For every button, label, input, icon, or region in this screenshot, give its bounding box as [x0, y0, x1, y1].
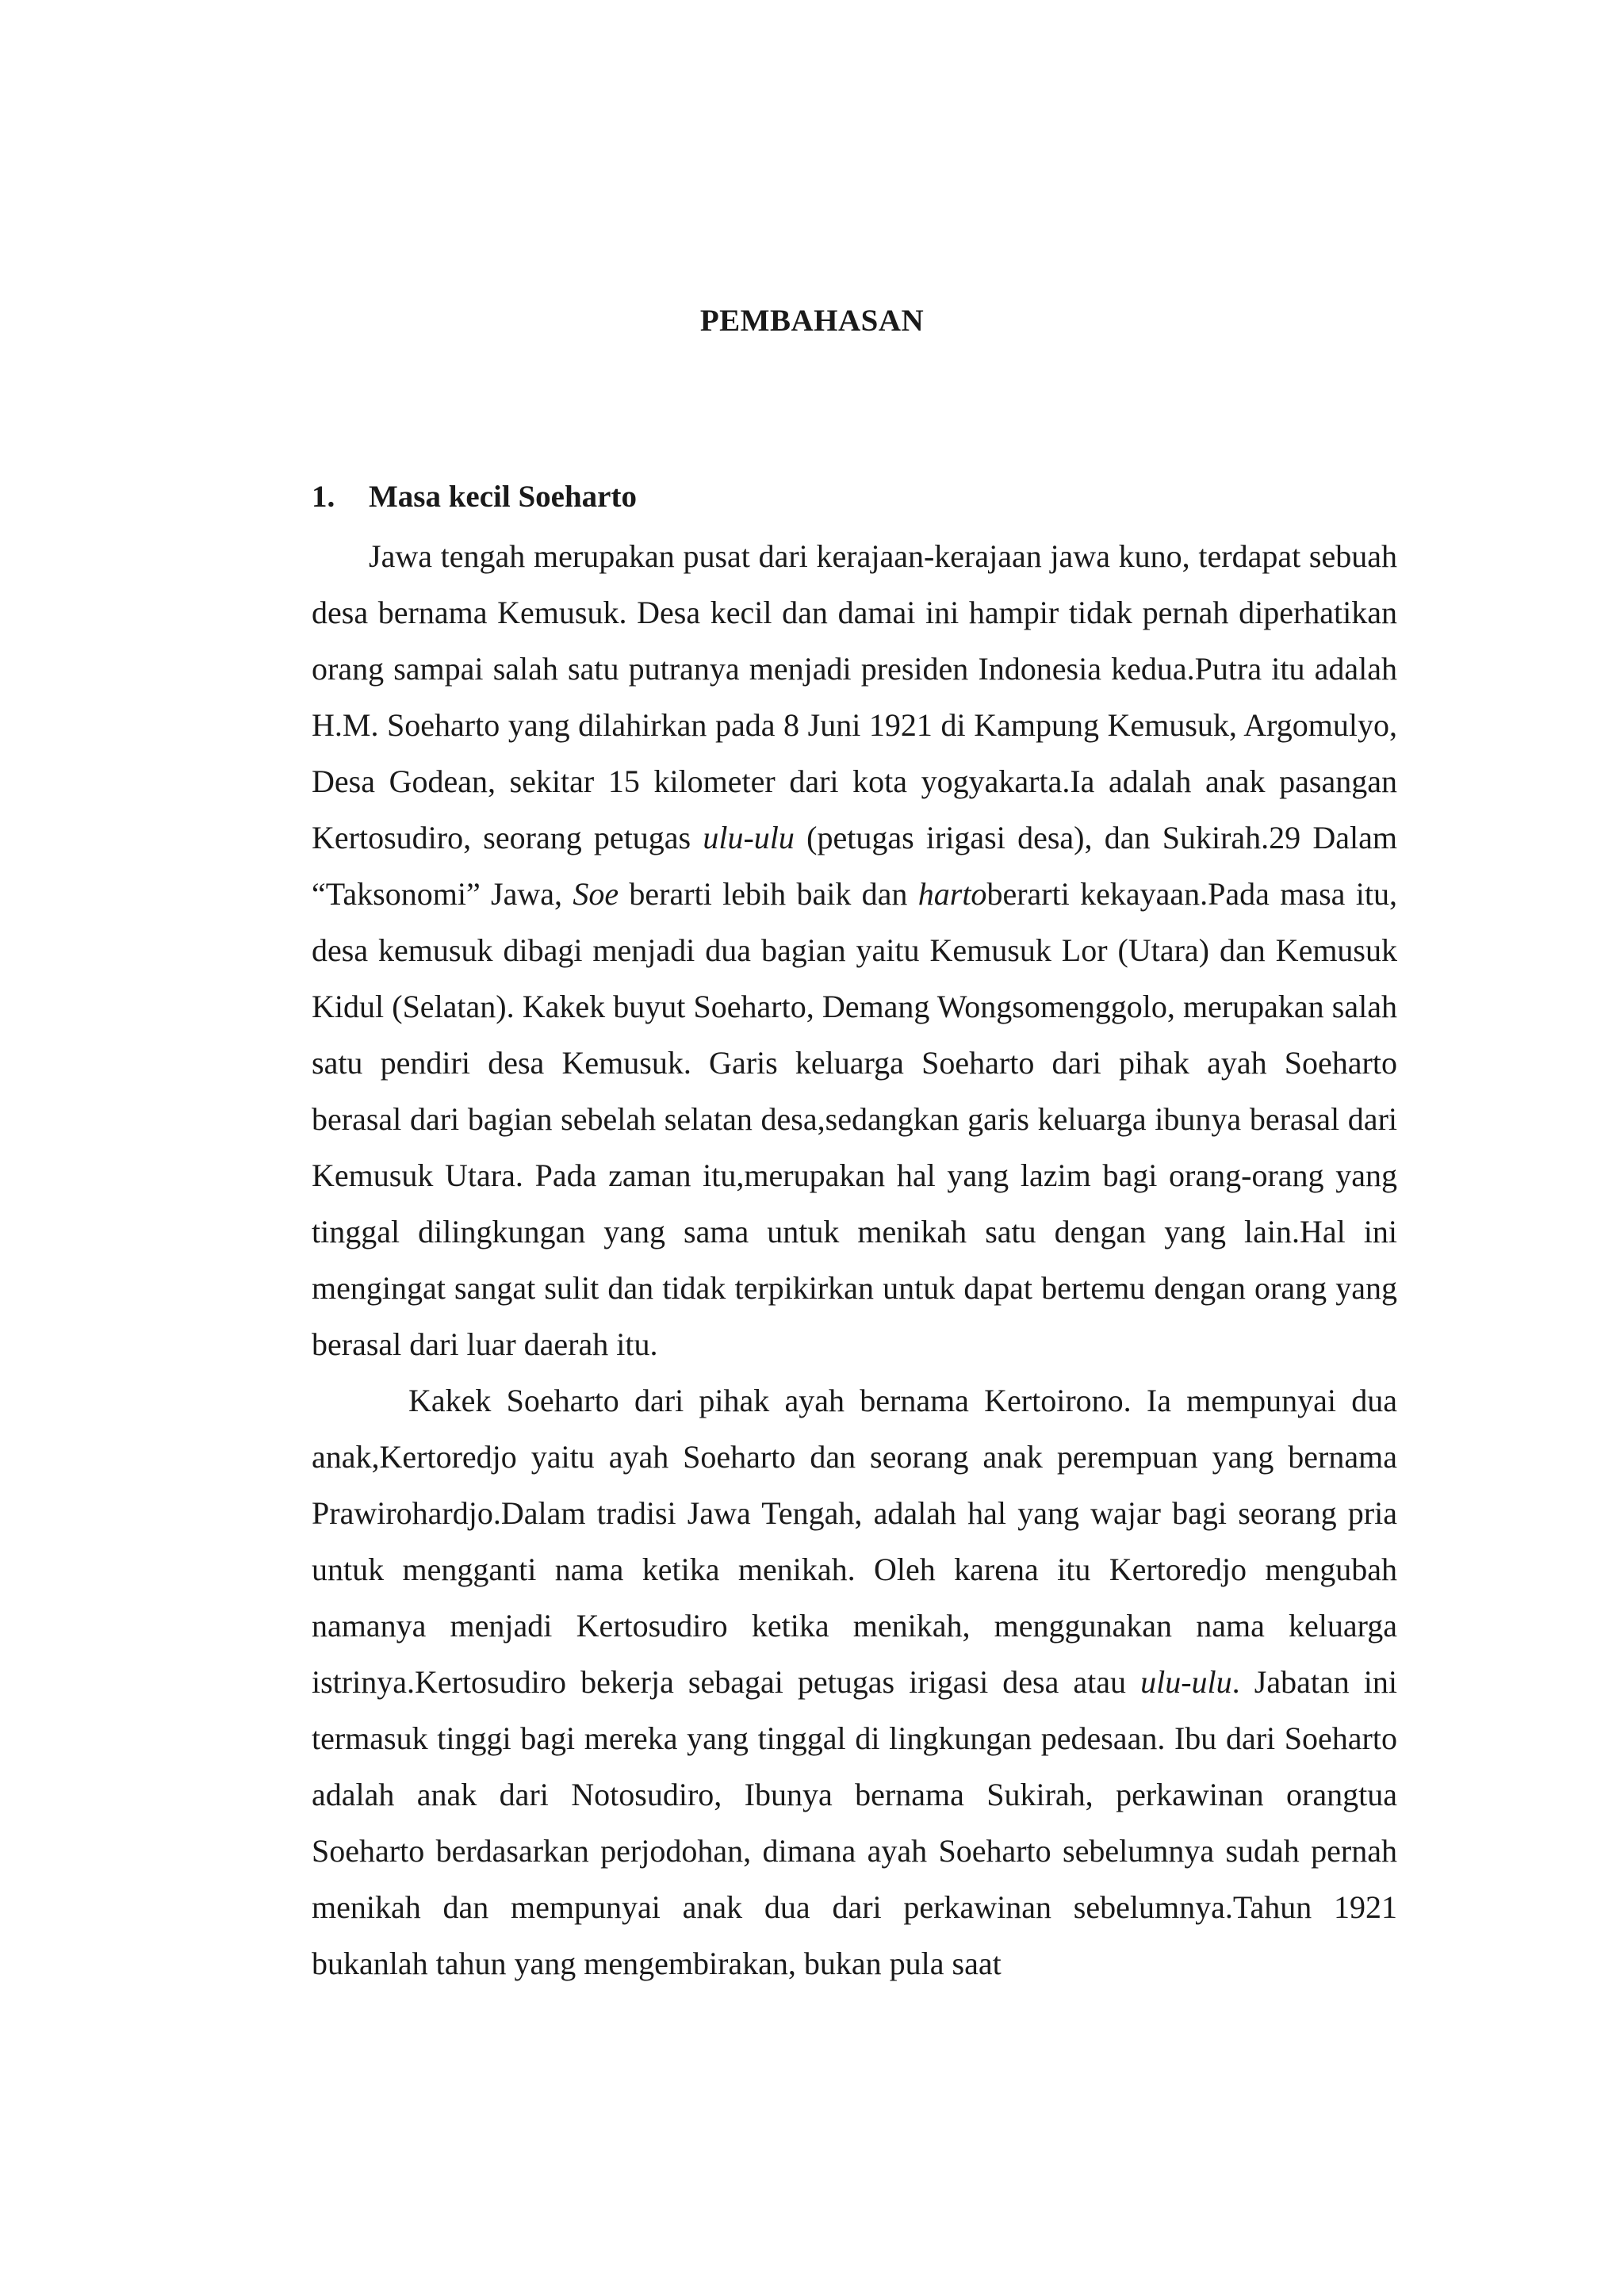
italic-term: ulu-ulu [703, 820, 795, 855]
text-run: . Jabatan ini termasuk tinggi bagi mereka yang tinggal di lingkungan pedesaan. Ibu dari Soeharto adalah anak dari Notosudiro, Ibunya bernama Sukirah, perkawinan orangtua Soeharto berdasarkan perjodohan, dimana ayah Soeharto sebelumnya sudah pernah menikah dan mempunyai anak dua dari perkawinan sebelumnya.Tahun 1921 bukanlah tahun yang mengembirakan, bukan pula saat [312, 1664, 1397, 1981]
italic-term: harto [917, 876, 987, 912]
section-number: 1. [312, 480, 335, 514]
text-run: Kakek Soeharto dari pihak ayah bernama Kertoirono. Ia mempunyai dua anak,Kertoredjo yaitu ayah Soeharto dan seorang anak perempuan yang bernama Prawirohardjo.Dalam tradisi Jawa Tengah, adalah hal yang wajar bagi seorang pria untuk mengganti nama ketika menikah. Oleh karena itu Kertoredjo mengubah namanya menjadi Kertosudiro ketika menikah, menggunakan nama keluarga istrinya.Kertosudiro bekerja sebagai petugas irigasi desa atau [312, 1383, 1397, 1700]
section-heading-text: Masa kecil Soeharto [369, 480, 637, 514]
paragraph-2 [312, 1372, 1397, 1992]
text-run: Jawa tengah merupakan pusat dari kerajaan-kerajaan jawa kuno, terdapat sebuah desa bernama Kemusuk. Desa kecil dan damai ini hampir tidak pernah diperhatikan orang sampai salah satu putranya menjadi presiden Indonesia kedua.Putra itu adalah H.M. Soeharto yang dilahirkan pada 8 Juni 1921 di Kampung Kemusuk, Argomulyo, Desa Godean, sekitar 15 kilometer dari kota yogyakarta.Ia adalah anak pasangan Kertosudiro, seorang petugas [312, 538, 1397, 855]
italic-term: ulu-ulu [1140, 1664, 1232, 1700]
text-run: berarti kekayaan.Pada masa itu, desa kemusuk dibagi menjadi dua bagian yaitu Kemusuk Lor (Utara) dan Kemusuk Kidul (Selatan). Kakek buyut Soeharto, Demang Wongsomenggolo, merupakan salah satu pendiri desa Kemusuk. Garis keluarga Soeharto dari pihak ayah Soeharto berasal dari bagian sebelah selatan desa,sedangkan garis keluarga ibunya berasal dari Kemusuk Utara. Pada zaman itu,merupakan hal yang lazim bagi orang-orang yang tinggal dilingkungan yang sama untuk menikah satu dengan yang lain.Hal ini mengingat sangat sulit dan tidak terpikirkan untuk dapat bertemu dengan orang yang berasal dari luar daerah itu. [312, 876, 1397, 1362]
text-run: (petugas irigasi desa), dan Sukirah.29 Dalam “Taksonomi” Jawa, [312, 820, 1397, 912]
body-text [312, 528, 1397, 1992]
text-run: berarti lebih baik dan [619, 876, 918, 912]
italic-term: Soe [573, 876, 619, 912]
paragraph-1 [312, 528, 1397, 1372]
page-title: PEMBAHASAN [699, 304, 925, 338]
section-heading [312, 479, 637, 515]
